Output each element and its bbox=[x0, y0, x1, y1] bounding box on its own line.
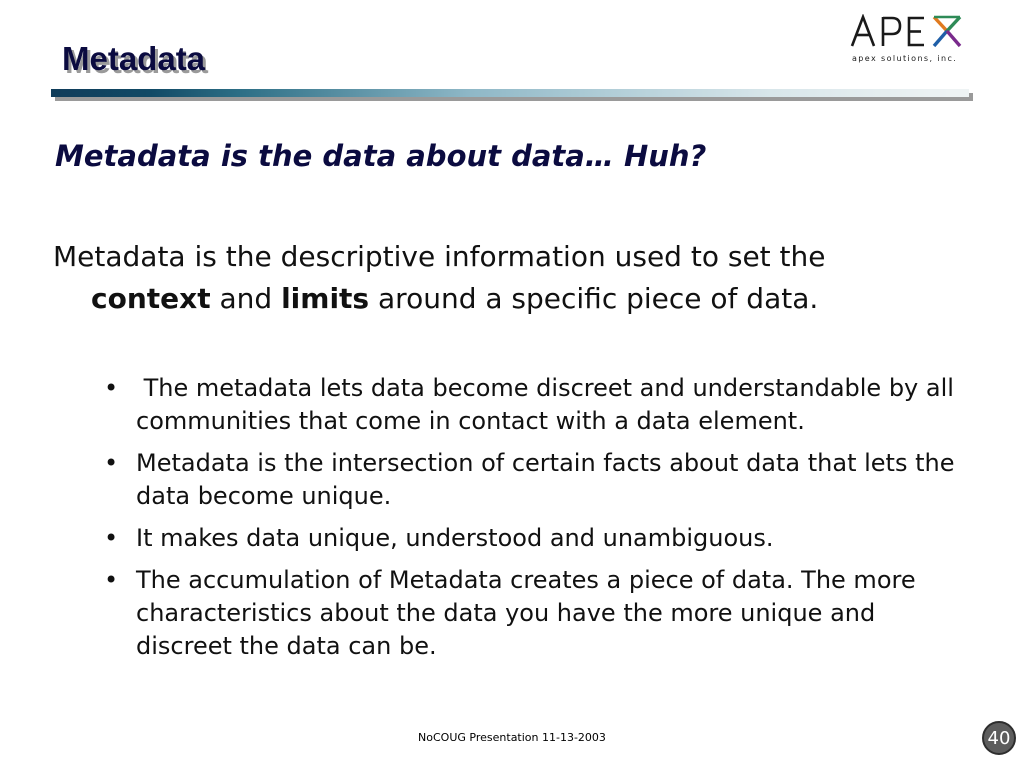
lead-paragraph bbox=[53, 236, 953, 320]
bullet-text: The metadata lets data become discreet and understandable by all communities that come in contact with a data element. bbox=[136, 374, 962, 435]
bullet-glyph: • bbox=[104, 374, 119, 402]
bullet-text: The accumulation of Metadata creates a piece of data. The more characteristics about the data you have the more unique and discreet the data can be. bbox=[136, 566, 916, 660]
bullet-item bbox=[104, 564, 964, 663]
slide-subtitle: Metadata is the data about data… Huh? bbox=[55, 139, 707, 173]
logo-letter-p bbox=[883, 17, 900, 46]
page-number-badge: 40 bbox=[982, 721, 1016, 755]
apex-logo-mark bbox=[850, 14, 962, 48]
bullet-glyph: • bbox=[104, 449, 119, 477]
bullet-text: It makes data unique, understood and unambiguous. bbox=[136, 524, 774, 552]
bullet-glyph: • bbox=[104, 524, 119, 552]
bullet-glyph: • bbox=[104, 566, 119, 594]
lead-line-1: Metadata is the descriptive information used to set the bbox=[53, 240, 826, 273]
bullet-item bbox=[104, 447, 964, 513]
slide-title: Metadata bbox=[62, 40, 206, 77]
lead-rest: around a specific piece of data. bbox=[369, 282, 819, 315]
bullet-item bbox=[104, 372, 964, 438]
footer-text: NoCOUG Presentation 11-13-2003 bbox=[418, 731, 606, 744]
lead-emphasis-context: context bbox=[91, 282, 211, 315]
lead-and: and bbox=[210, 282, 282, 315]
bullet-text: Metadata is the intersection of certain facts about data that lets the data become unique. bbox=[136, 449, 955, 510]
apex-logo bbox=[850, 14, 962, 66]
title-rule bbox=[51, 89, 969, 97]
lead-emphasis-limits: limits bbox=[281, 282, 370, 315]
lead-line-2 bbox=[53, 278, 953, 320]
logo-letter-a bbox=[852, 17, 874, 46]
bullet-item bbox=[104, 522, 964, 555]
logo-letter-e bbox=[909, 18, 924, 45]
logo-letter-x bbox=[934, 17, 960, 46]
logo-tagline: apex solutions, inc. bbox=[852, 54, 958, 63]
bullet-list bbox=[104, 372, 964, 672]
